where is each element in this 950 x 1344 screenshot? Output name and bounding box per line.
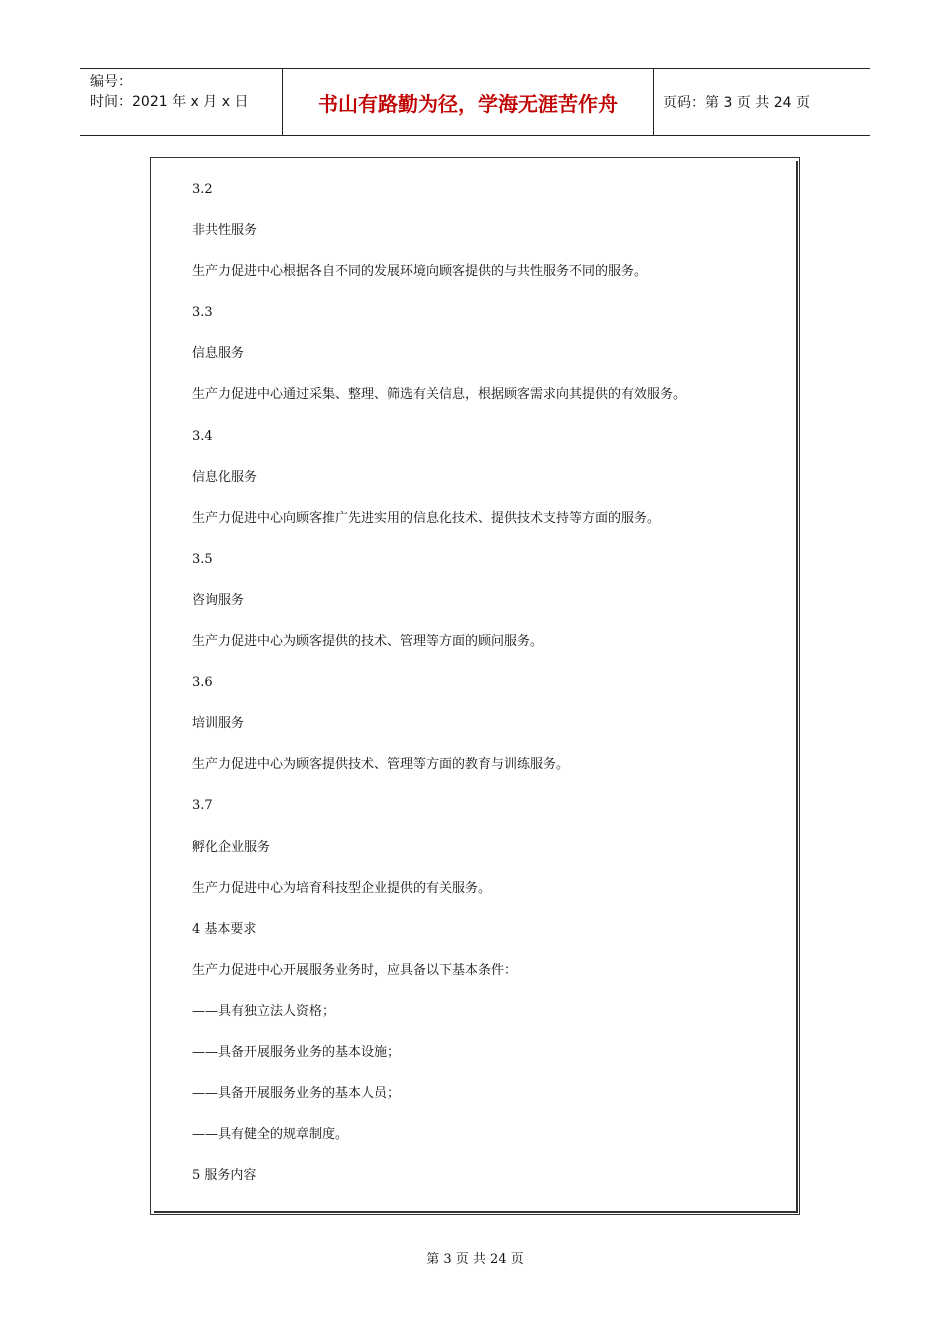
term-heading: 咨询服务 <box>192 592 245 608</box>
page-header <box>80 68 870 136</box>
term-definition: 生产力促进中心根据各自不同的发展环境向顾客提供的与共性服务不同的服务。 <box>192 264 648 280</box>
chapter-heading: 5 服务内容 <box>192 1168 257 1184</box>
section-number: 3.6 <box>192 675 213 691</box>
term-heading: 非共性服务 <box>192 223 258 239</box>
term-definition: 生产力促进中心为顾客提供技术、管理等方面的教育与训练服务。 <box>192 757 570 773</box>
document-body <box>192 180 782 1207</box>
requirement-item: ——具备开展服务业务的基本人员； <box>192 1086 401 1102</box>
header-motto: 书山有路勤为径，学海无涯苦作舟 <box>282 69 654 135</box>
term-heading: 孵化企业服务 <box>192 839 271 855</box>
term-definition: 生产力促进中心通过采集、整理、筛选有关信息，根据顾客需求向其提供的有效服务。 <box>192 387 687 403</box>
time-label: 时间：2021 年 x 月 x 日 <box>90 94 249 110</box>
header-meta <box>80 69 282 135</box>
chapter-heading: 4 基本要求 <box>192 921 257 937</box>
term-definition: 生产力促进中心为顾客提供的技术、管理等方面的顾问服务。 <box>192 634 544 650</box>
term-heading: 培训服务 <box>192 716 245 732</box>
section-number: 3.3 <box>192 305 213 321</box>
page-footer: 第 3 页 共 24 页 <box>426 1252 524 1267</box>
term-definition: 生产力促进中心向顾客推广先进实用的信息化技术、提供技术支持等方面的服务。 <box>192 510 661 526</box>
requirement-item: ——具备开展服务业务的基本设施； <box>192 1044 401 1060</box>
section-number: 3.5 <box>192 551 213 567</box>
number-label: 编号： <box>90 74 132 90</box>
header-page-label: 页码：第 3 页 共 24 页 <box>663 95 810 111</box>
body-paragraph: 生产力促进中心开展服务业务时，应具备以下基本条件： <box>192 962 518 978</box>
section-number: 3.4 <box>192 428 213 444</box>
term-heading: 信息服务 <box>192 346 245 362</box>
requirement-item: ——具有健全的规章制度。 <box>192 1127 349 1143</box>
section-number: 3.2 <box>192 182 213 197</box>
term-definition: 生产力促进中心为培育科技型企业提供的有关服务。 <box>192 880 492 896</box>
requirement-item: ——具有独立法人资格； <box>192 1003 336 1019</box>
term-heading: 信息化服务 <box>192 469 258 485</box>
section-number: 3.7 <box>192 798 213 814</box>
